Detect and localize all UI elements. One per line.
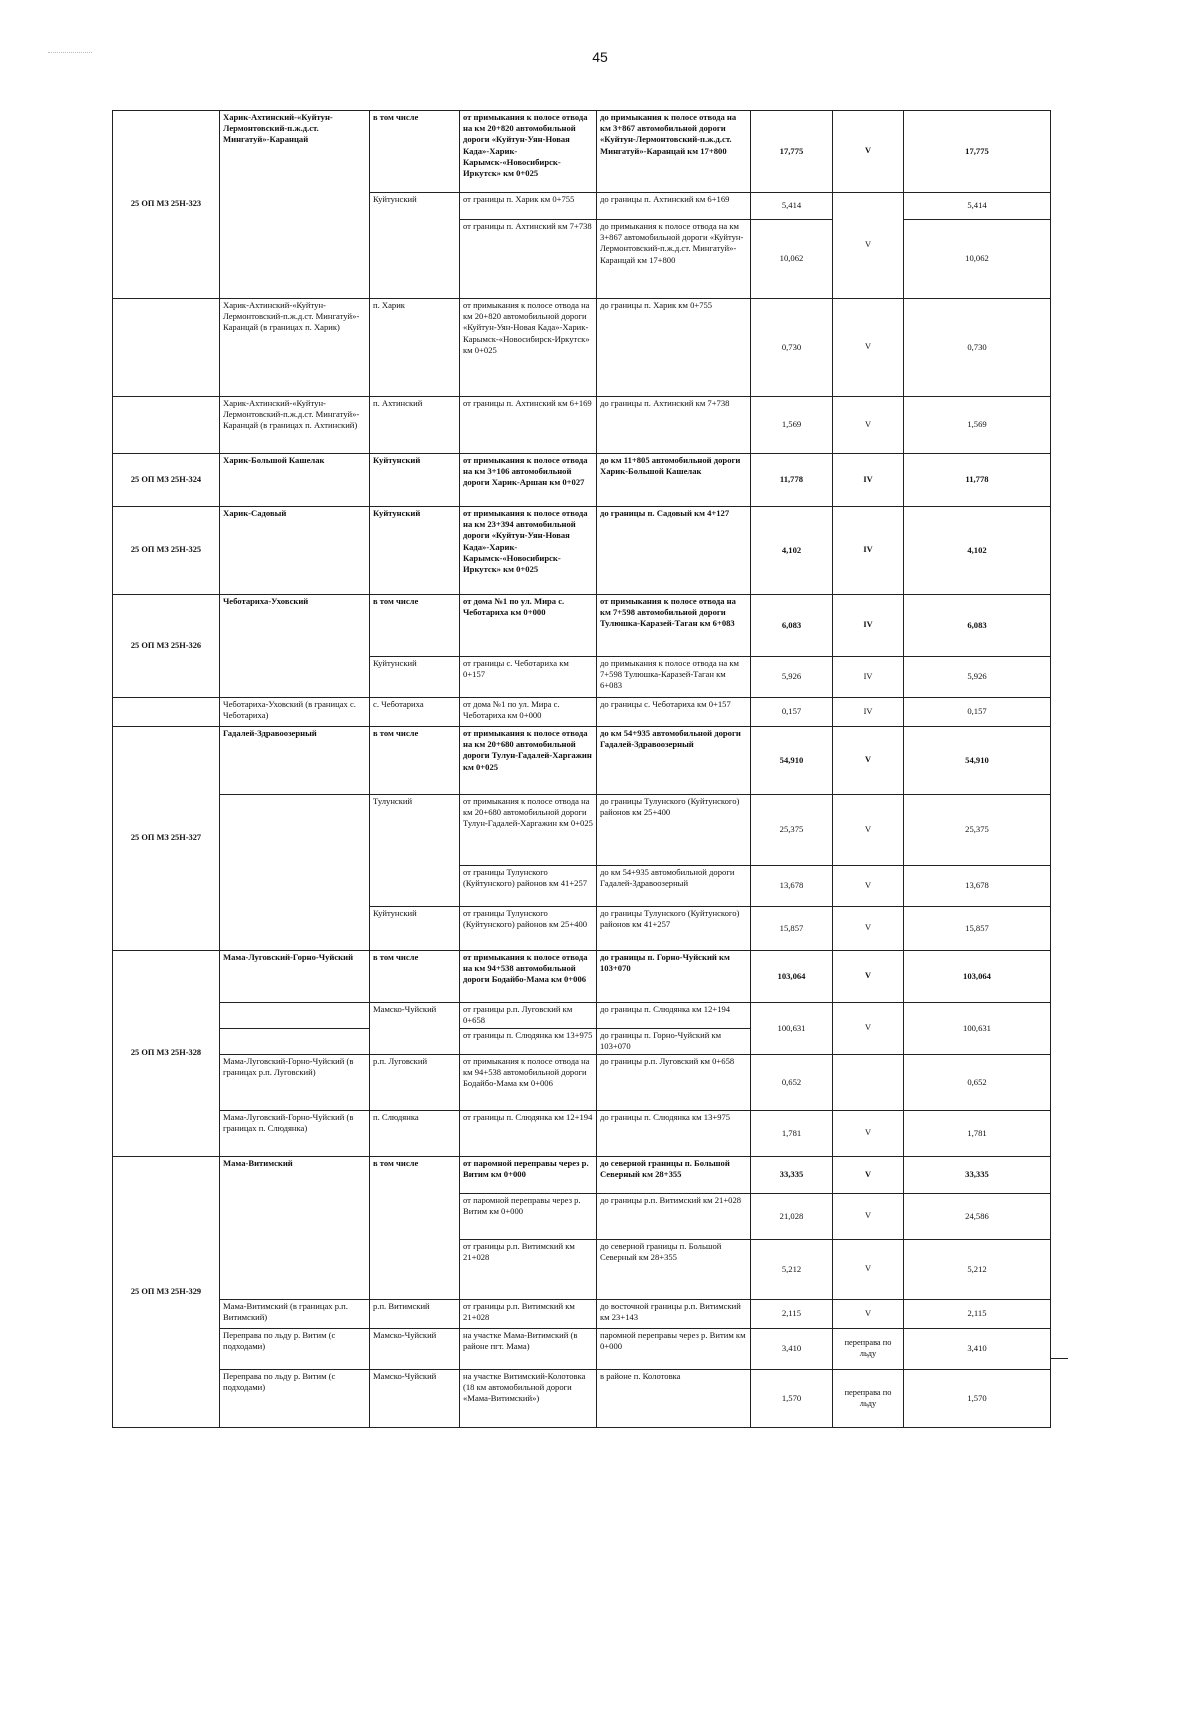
segment-end: до границы р.п. Луговский км 0+658 — [597, 1055, 751, 1111]
road-name: Мама-Витимский (в границах р.п. Витимский) — [220, 1300, 370, 1329]
segment-length: 100,631 — [751, 1003, 833, 1055]
road-code: 25 ОП МЗ 25Н-329 — [113, 1157, 220, 1428]
total-length: 25,375 — [904, 795, 1051, 866]
table-row — [113, 1329, 1051, 1370]
road-category: V — [833, 299, 904, 397]
district-cell: Мамско-Чуйский — [370, 1329, 460, 1370]
road-code: 25 ОП МЗ 25Н-326 — [113, 595, 220, 698]
segment-length: 21,028 — [751, 1194, 833, 1240]
road-category: V — [833, 397, 904, 454]
road-category: V — [833, 1240, 904, 1300]
total-length: 103,064 — [904, 951, 1051, 1003]
segment-start: от примыкания к полосе отвода на км 20+680 автомобильной дороги Тулун-Гадалей-Харгажин км 0+025 — [460, 795, 597, 866]
road-name: Переправа по льду р. Витим (с подходами) — [220, 1370, 370, 1428]
segment-start: от примыкания к полосе отвода на км 20+820 автомобильной дороги «Куйтун-Уян-Новая Када»-Харик-Карымск-«Новосибирск-Иркутск» км 0+025 — [460, 299, 597, 397]
segment-start: от паромной переправы через р. Витим км 0+000 — [460, 1194, 597, 1240]
road-name: Чеботариха-Уховский — [220, 595, 370, 698]
segment-length: 5,212 — [751, 1240, 833, 1300]
segment-length: 13,678 — [751, 866, 833, 907]
road-category: IV — [833, 595, 904, 657]
road-code — [113, 299, 220, 397]
segment-start: от границы р.п. Луговский км 0+658 — [460, 1003, 597, 1029]
segment-start: от примыкания к полосе отвода на км 3+106 автомобильной дороги Харик-Аршан км 0+027 — [460, 454, 597, 507]
total-length: 1,569 — [904, 397, 1051, 454]
total-length: 1,781 — [904, 1111, 1051, 1157]
district-cell: Куйтунский — [370, 907, 460, 951]
segment-length: 33,335 — [751, 1157, 833, 1194]
road-category: IV — [833, 657, 904, 698]
district-cell: р.п. Луговский — [370, 1055, 460, 1111]
road-name — [220, 1029, 370, 1055]
total-length: 0,652 — [904, 1055, 1051, 1111]
segment-start: от границы п. Слюдянка км 13+975 — [460, 1029, 597, 1055]
road-register-table — [112, 110, 1051, 1428]
total-length: 100,631 — [904, 1003, 1051, 1055]
road-name: Переправа по льду р. Витим (с подходами) — [220, 1329, 370, 1370]
segment-end: до границы п. Слюдянка км 13+975 — [597, 1111, 751, 1157]
segment-start: от границы Тулунского (Куйтунского) районов км 41+257 — [460, 866, 597, 907]
segment-length: 5,926 — [751, 657, 833, 698]
road-category: переправа по льду — [833, 1370, 904, 1428]
road-category: V — [833, 866, 904, 907]
segment-end: до границы Тулунского (Куйтунского) районов км 41+257 — [597, 907, 751, 951]
total-length: 54,910 — [904, 727, 1051, 795]
road-category: V — [833, 1157, 904, 1194]
segment-length: 1,570 — [751, 1370, 833, 1428]
road-code: 25 ОП МЗ 25Н-325 — [113, 507, 220, 595]
segment-start: от примыкания к полосе отвода на км 20+680 автомобильной дороги Тулун-Гадалей-Харгажин км 0+025 — [460, 727, 597, 795]
road-category: IV — [833, 507, 904, 595]
road-name — [220, 1003, 370, 1029]
segment-end: в районе п. Колотовка — [597, 1370, 751, 1428]
total-length: 5,926 — [904, 657, 1051, 698]
table-edge-line — [1050, 1358, 1068, 1359]
district-cell: Тулунский — [370, 795, 460, 907]
segment-start: от дома №1 по ул. Мира с. Чеботариха км 0+000 — [460, 595, 597, 657]
segment-length: 0,730 — [751, 299, 833, 397]
road-category: IV — [833, 454, 904, 507]
segment-end: до границы Тулунского (Куйтунского) районов км 25+400 — [597, 795, 751, 866]
district-cell: в том числе — [370, 1157, 460, 1300]
segment-end: до границы п. Харик км 0+755 — [597, 299, 751, 397]
total-length: 0,730 — [904, 299, 1051, 397]
segment-length: 1,569 — [751, 397, 833, 454]
segment-length: 103,064 — [751, 951, 833, 1003]
road-name: Мама-Луговский-Горно-Чуйский (в границах п. Слюдянка) — [220, 1111, 370, 1157]
total-length: 15,857 — [904, 907, 1051, 951]
page-number: 45 — [592, 49, 608, 65]
table-row — [113, 1111, 1051, 1157]
total-length: 10,062 — [904, 220, 1051, 299]
district-cell: п. Харик — [370, 299, 460, 397]
table-row — [113, 698, 1051, 727]
road-category: V — [833, 907, 904, 951]
total-length: 5,414 — [904, 193, 1051, 220]
segment-start: от дома №1 по ул. Мира с. Чеботариха км 0+000 — [460, 698, 597, 727]
table-row — [113, 507, 1051, 595]
segment-length: 3,410 — [751, 1329, 833, 1370]
road-name — [220, 795, 370, 951]
table-row — [113, 111, 1051, 193]
segment-start: от примыкания к полосе отвода на км 94+538 автомобильной дороги Бодайбо-Мама км 0+006 — [460, 1055, 597, 1111]
road-name: Харик-Садовый — [220, 507, 370, 595]
road-name: Харик-Ахтинский-«Куйтун-Лермонтовский-п.ж.д.ст. Мингатуй»-Каранцай (в границах п. Харик) — [220, 299, 370, 397]
table-row — [113, 1055, 1051, 1111]
table-row — [113, 1003, 1051, 1029]
segment-start: от границы с. Чеботариха км 0+157 — [460, 657, 597, 698]
table-row — [113, 1157, 1051, 1194]
segment-start: от примыкания к полосе отвода на км 94+538 автомобильной дороги Бодайбо-Мама км 0+006 — [460, 951, 597, 1003]
segment-start: от границы п. Слюдянка км 12+194 — [460, 1111, 597, 1157]
segment-end: до границы п. Садовый км 4+127 — [597, 507, 751, 595]
segment-end: до примыкания к полосе отвода на км 3+867 автомобильной дороги «Куйтун-Лермонтовский-п.ж.д.ст. Мингатуй»-Каранцай км 17+800 — [597, 220, 751, 299]
table-row — [113, 951, 1051, 1003]
segment-start: от границы п. Харик км 0+755 — [460, 193, 597, 220]
segment-end: до границы п. Ахтинский км 6+169 — [597, 193, 751, 220]
total-length: 2,115 — [904, 1300, 1051, 1329]
segment-end: до примыкания к полосе отвода на км 3+867 автомобильной дороги «Куйтун-Лермонтовский-п.ж.д.ст. Мингатуй»-Каранцай км 17+800 — [597, 111, 751, 193]
segment-start: от примыкания к полосе отвода на км 23+394 автомобильной дороги «Куйтун-Уян-Новая Када»-Харик-Карымск-«Новосибирск-Иркутск» км 0+025 — [460, 507, 597, 595]
table-row — [113, 1300, 1051, 1329]
road-name: Харик-Ахтинский-«Куйтун-Лермонтовский-п.ж.д.ст. Мингатуй»-Каранцай (в границах п. Ахтинский) — [220, 397, 370, 454]
district-cell: п. Ахтинский — [370, 397, 460, 454]
district-cell: Куйтунский — [370, 193, 460, 299]
road-category: V — [833, 111, 904, 193]
segment-end: паромной переправы через р. Витим км 0+000 — [597, 1329, 751, 1370]
district-cell: в том числе — [370, 595, 460, 657]
road-category: V — [833, 1003, 904, 1055]
road-category: переправа по льду — [833, 1329, 904, 1370]
segment-end: до границы п. Ахтинский км 7+738 — [597, 397, 751, 454]
district-cell: р.п. Витимский — [370, 1300, 460, 1329]
segment-length: 0,157 — [751, 698, 833, 727]
road-category: V — [833, 1194, 904, 1240]
district-cell: Мамско-Чуйский — [370, 1003, 460, 1055]
segment-length: 6,083 — [751, 595, 833, 657]
segment-length: 5,414 — [751, 193, 833, 220]
segment-length: 4,102 — [751, 507, 833, 595]
road-category: V — [833, 727, 904, 795]
district-cell: Куйтунский — [370, 507, 460, 595]
road-name: Мама-Витимский — [220, 1157, 370, 1300]
road-name: Гадалей-Здравоозерный — [220, 727, 370, 795]
road-name: Мама-Луговский-Горно-Чуйский (в границах р.п. Луговский) — [220, 1055, 370, 1111]
road-code: 25 ОП МЗ 25Н-324 — [113, 454, 220, 507]
segment-length: 15,857 — [751, 907, 833, 951]
segment-start: от паромной переправы через р. Витим км 0+000 — [460, 1157, 597, 1194]
segment-start: от границы п. Ахтинский км 7+738 — [460, 220, 597, 299]
road-code: 25 ОП МЗ 25Н-327 — [113, 727, 220, 951]
segment-end: до км 11+805 автомобильной дороги Харик-Большой Кашелак — [597, 454, 751, 507]
segment-start: от границы Тулунского (Куйтунского) районов км 25+400 — [460, 907, 597, 951]
segment-start: от границы р.п. Витимский км 21+028 — [460, 1300, 597, 1329]
segment-end: до северной границы п. Большой Северный км 28+355 — [597, 1157, 751, 1194]
segment-end: до границы п. Горно-Чуйский км 103+070 — [597, 951, 751, 1003]
segment-end: до границы р.п. Витимский км 21+028 — [597, 1194, 751, 1240]
segment-length: 0,652 — [751, 1055, 833, 1111]
road-category — [833, 1055, 904, 1111]
total-length: 5,212 — [904, 1240, 1051, 1300]
road-name: Харик-Большой Кашелак — [220, 454, 370, 507]
segment-end: до км 54+935 автомобильной дороги Гадалей-Здравоозерный — [597, 727, 751, 795]
total-length: 11,778 — [904, 454, 1051, 507]
road-category: V — [833, 193, 904, 299]
table-row — [113, 727, 1051, 795]
road-name: Харик-Ахтинский-«Куйтун-Лермонтовский-п.ж.д.ст. Мингатуй»-Каранцай — [220, 111, 370, 299]
district-cell: в том числе — [370, 727, 460, 795]
total-length: 24,586 — [904, 1194, 1051, 1240]
road-category: IV — [833, 698, 904, 727]
road-category: V — [833, 1300, 904, 1329]
segment-end: до границы с. Чеботариха км 0+157 — [597, 698, 751, 727]
segment-start: на участке Витимский-Колотовка (18 км автомобильной дороги «Мама-Витимский») — [460, 1370, 597, 1428]
road-category: V — [833, 951, 904, 1003]
segment-end: до границы п. Слюдянка км 12+194 — [597, 1003, 751, 1029]
segment-length: 54,910 — [751, 727, 833, 795]
road-code: 25 ОП МЗ 25Н-323 — [113, 111, 220, 299]
table-row — [113, 299, 1051, 397]
total-length: 3,410 — [904, 1329, 1051, 1370]
district-cell: Куйтунский — [370, 454, 460, 507]
total-length: 1,570 — [904, 1370, 1051, 1428]
district-cell: Куйтунский — [370, 657, 460, 698]
road-code — [113, 397, 220, 454]
road-category: V — [833, 1111, 904, 1157]
segment-length: 2,115 — [751, 1300, 833, 1329]
segment-end: от примыкания к полосе отвода на км 7+598 автомобильной дороги Тулюшка-Каразей-Таган км 6+083 — [597, 595, 751, 657]
table-row — [113, 397, 1051, 454]
table-row — [113, 595, 1051, 657]
segment-end: до северной границы п. Большой Северный км 28+355 — [597, 1240, 751, 1300]
total-length: 13,678 — [904, 866, 1051, 907]
road-category: V — [833, 795, 904, 866]
total-length: 33,335 — [904, 1157, 1051, 1194]
segment-end: до км 54+935 автомобильной дороги Гадалей-Здравоозерный — [597, 866, 751, 907]
segment-end: до границы п. Горно-Чуйский км 103+070 — [597, 1029, 751, 1055]
segment-end: до примыкания к полосе отвода на км 7+598 Тулюшка-Каразей-Таган км 6+083 — [597, 657, 751, 698]
segment-length: 10,062 — [751, 220, 833, 299]
total-length: 17,775 — [904, 111, 1051, 193]
segment-start: от примыкания к полосе отвода на км 20+820 автомобильной дороги «Куйтун-Уян-Новая Када»-Харик-Карымск-«Новосибирск-Иркутск» км 0+025 — [460, 111, 597, 193]
table-row — [113, 1370, 1051, 1428]
table-row — [113, 454, 1051, 507]
segment-length: 11,778 — [751, 454, 833, 507]
table-row — [113, 795, 1051, 866]
segment-length: 25,375 — [751, 795, 833, 866]
segment-length: 1,781 — [751, 1111, 833, 1157]
district-cell: Мамско-Чуйский — [370, 1370, 460, 1428]
segment-start: на участке Мама-Витимский (в районе пгт. Мама) — [460, 1329, 597, 1370]
district-cell: в том числе — [370, 951, 460, 1003]
district-cell: с. Чеботариха — [370, 698, 460, 727]
road-code — [113, 698, 220, 727]
segment-length: 17,775 — [751, 111, 833, 193]
district-cell: в том числе — [370, 111, 460, 193]
segment-start: от границы п. Ахтинский км 6+169 — [460, 397, 597, 454]
segment-start: от границы р.п. Витимский км 21+028 — [460, 1240, 597, 1300]
road-name: Чеботариха-Уховский (в границах с. Чеботариха) — [220, 698, 370, 727]
district-cell: п. Слюдянка — [370, 1111, 460, 1157]
road-name: Мама-Луговский-Горно-Чуйский — [220, 951, 370, 1003]
total-length: 0,157 — [904, 698, 1051, 727]
road-code: 25 ОП МЗ 25Н-328 — [113, 951, 220, 1157]
total-length: 6,083 — [904, 595, 1051, 657]
segment-end: до восточной границы р.п. Витимский км 23+143 — [597, 1300, 751, 1329]
total-length: 4,102 — [904, 507, 1051, 595]
